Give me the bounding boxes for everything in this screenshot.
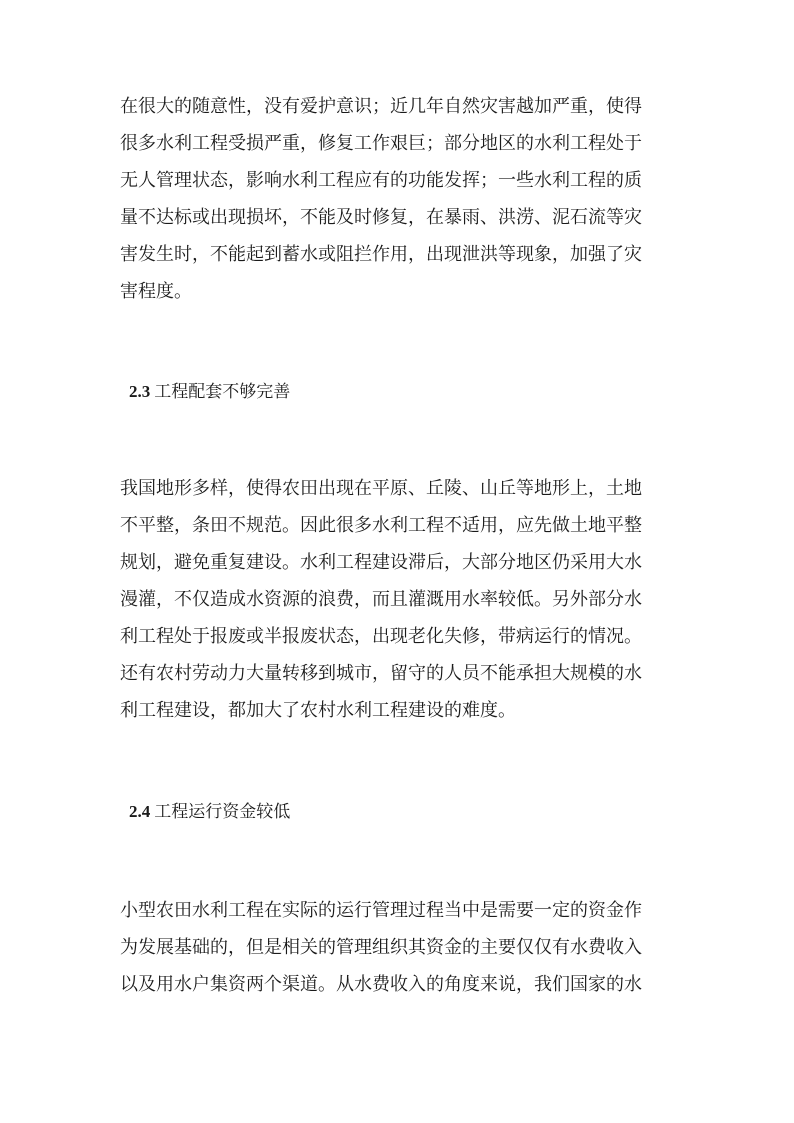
- body-paragraph-3: [120, 892, 682, 1003]
- text-line: 在很大的随意性，没有爱护意识；近几年自然灾害越加严重，使得: [120, 96, 642, 117]
- body-paragraph-2: [120, 470, 682, 729]
- text-line: 不平整，条田不规范。因此很多水利工程不适用，应先做土地平整: [120, 515, 642, 536]
- section-number: 2.3: [129, 382, 151, 401]
- text-line: 还有农村劳动力大量转移到城市，留守的人员不能承担大规模的水: [120, 663, 642, 684]
- text-line: 害发生时，不能起到蓄水或阻拦作用，出现泄洪等现象，加强了灾: [120, 244, 642, 265]
- text-line: 漫灌，不仅造成水资源的浪费，而且灌溉用水率较低。另外部分水: [120, 589, 642, 610]
- text-line: 很多水利工程受损严重，修复工作艰巨；部分地区的水利工程处于: [120, 133, 642, 154]
- text-line: 利工程建设，都加大了农村水利工程建设的难度。: [120, 700, 516, 721]
- body-paragraph-1: [120, 88, 682, 310]
- text-line: 量不达标或出现损坏，不能及时修复，在暴雨、洪涝、泥石流等灾: [120, 207, 642, 228]
- text-line: 我国地形多样，使得农田出现在平原、丘陵、山丘等地形上，土地: [120, 478, 642, 499]
- section-title: 工程运行资金较低: [154, 802, 291, 822]
- section-heading-2-3: [129, 380, 290, 404]
- text-line: 以及用水户集资两个渠道。从水费收入的角度来说，我们国家的水: [120, 974, 642, 995]
- section-number: 2.4: [129, 802, 151, 821]
- text-line: 规划，避免重复建设。水利工程建设滞后，大部分地区仍采用大水: [120, 552, 642, 573]
- text-line: 利工程处于报废或半报废状态，出现老化失修，带病运行的情况。: [120, 626, 642, 647]
- text-line: 为发展基础的，但是相关的管理组织其资金的主要仅仅有水费收入: [120, 937, 642, 958]
- section-title: 工程配套不够完善: [154, 382, 291, 402]
- text-line: 无人管理状态，影响水利工程应有的功能发挥；一些水利工程的质: [120, 170, 642, 191]
- text-line: 小型农田水利工程在实际的运行管理过程当中是需要一定的资金作: [120, 900, 642, 921]
- section-heading-2-4: [129, 800, 290, 824]
- text-line: 害程度。: [120, 281, 192, 302]
